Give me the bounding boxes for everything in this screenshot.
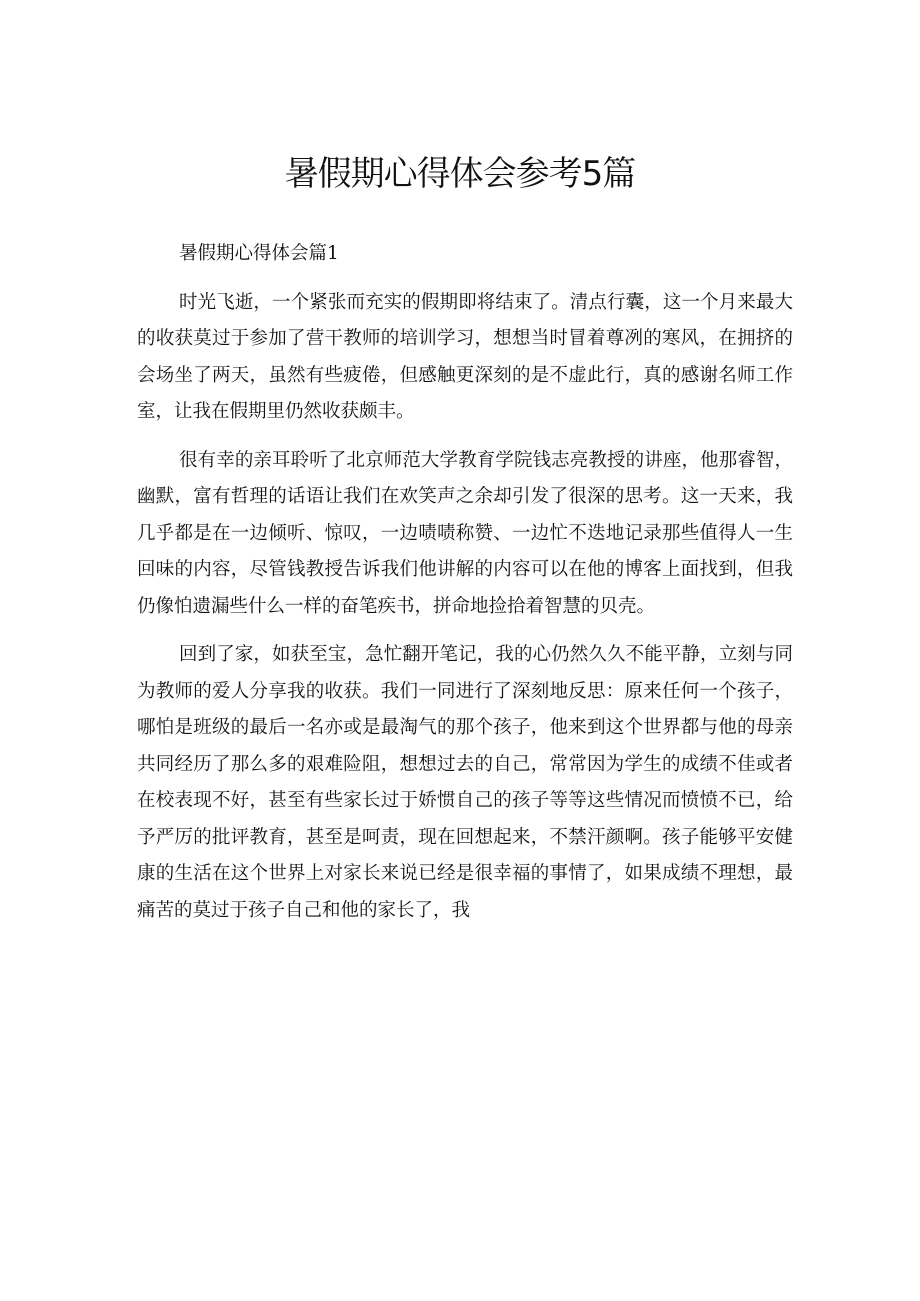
document-body xyxy=(137,236,793,941)
paragraph-2: 很有幸的亲耳聆听了北京师范大学教育学院钱志亮教授的讲座，他那睿智，幽默，富有哲理的话语让我们在欢笑声之余却引发了很深的思考。这一天来，我几乎都是在一边倾听、惊叹，一边啧啧称赞、一边忙不迭地记录那些值得人一生回味的内容，尽管钱教授告诉我们他讲解的内容可以在他的博客上面找到，但我仍像怕遗漏些什么一样的奋笔疾书，拼命地捡拾着智慧的贝壳。 xyxy=(137,449,793,617)
section-heading: 暑假期心得体会篇1 xyxy=(179,243,339,264)
paragraph-1: 时光飞逝，一个紧张而充实的假期即将结束了。清点行囊，这一个月来最大的收获莫过于参加了营干教师的培训学习，想想当时冒着尊冽的寒风，在拥挤的会场坐了两天，虽然有些疲倦，但感触更深刻的是不虚此行，真的感谢名师工作室，让我在假期里仍然收获颇丰。 xyxy=(137,291,793,422)
paragraph-3: 回到了家，如获至宝，急忙翻开笔记，我的心仍然久久不能平静，立刻与同为教师的爱人分享我的收获。我们一同进行了深刻地反思：原来任何一个孩子，哪怕是班级的最后一名亦或是最淘气的那个孩子，他来到这个世界都与他的母亲共同经历了那么多的艰难险阻，想想过去的自己，常常因为学生的成绩不佳或者在校表现不好，甚至有些家长过于娇惯自己的孩子等等这些情况而愤愤不已，给予严厉的批评教育，甚至是呵责，现在回想起来，不禁汗颜啊。孩子能够平安健康的生活在这个世界上对家长来说已经是很幸福的事情了，如果成绩不理想，最痛苦的莫过于孩子自己和他的家长了，我 xyxy=(137,644,793,921)
document-title: 暑假期心得体会参考5篇 xyxy=(284,154,636,194)
